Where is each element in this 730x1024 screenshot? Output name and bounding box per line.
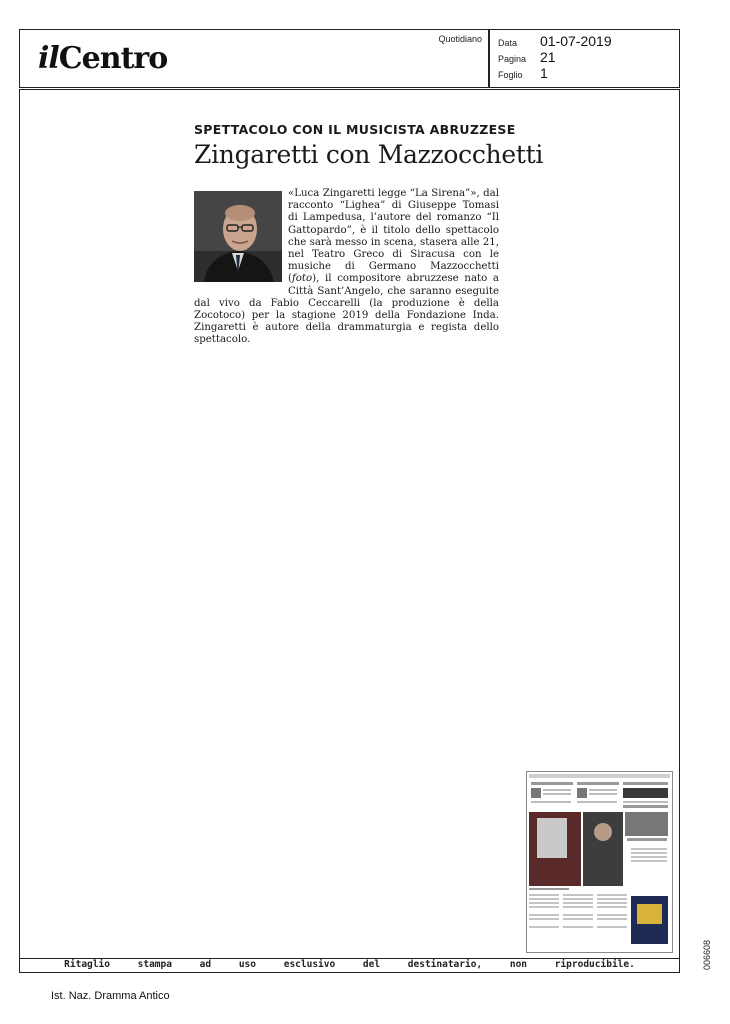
archive-code: 006608 xyxy=(702,939,712,970)
logo-centro: Centro xyxy=(58,41,168,76)
pagina-label: Pagina xyxy=(498,54,527,64)
pagina-value: 21 xyxy=(540,49,556,65)
footer-notice: Ritaglio stampa ad uso esclusivo del destinatario, non riproducibile. xyxy=(64,959,635,970)
article-headline: Zingaretti con Mazzocchetti xyxy=(194,140,544,169)
article-body-part-2: ), il compositore abruzzese nato a Città Sant’Angelo, che saranno eseguite dal vivo da Fabio Ceccarelli (la produzione è della Zocotoco) per la stagione 2019 della Fondazione Inda. Zingaretti è autore della drammaturgia e regista dello spettacolo. xyxy=(194,273,499,346)
clipping-meta xyxy=(489,29,680,88)
foglio-label: Foglio xyxy=(498,70,523,80)
data-label: Data xyxy=(498,38,518,48)
article-body xyxy=(194,188,499,347)
data-value: 01-07-2019 xyxy=(540,33,612,49)
newspaper-logo xyxy=(38,41,167,76)
publication-type: Quotidiano xyxy=(438,34,482,44)
article-body-foto: foto xyxy=(291,273,313,285)
article-kicker: SPETTACOLO CON IL MUSICISTA ABRUZZESE xyxy=(194,122,516,137)
page-thumbnail-image xyxy=(527,772,672,952)
logo-il: il xyxy=(38,41,59,76)
article-body-part-1: «Luca Zingaretti legge “La Sirena”», dal racconto “Lighea” di Giuseppe Tomasi di Lampedusa, l’autore del romanzo “Il Gattopardo”, è il titolo dello spettacolo che sarà messo in scena, stasera alle 21, nel Teatro Greco di Siracusa con le musiche di Germano Mazzocchetti ( xyxy=(288,188,499,285)
page-thumbnail xyxy=(526,771,673,953)
clipping-footer xyxy=(19,959,680,973)
foglio-value: 1 xyxy=(540,65,548,81)
source-name: Ist. Naz. Dramma Antico xyxy=(51,990,170,1002)
masthead xyxy=(19,29,489,88)
